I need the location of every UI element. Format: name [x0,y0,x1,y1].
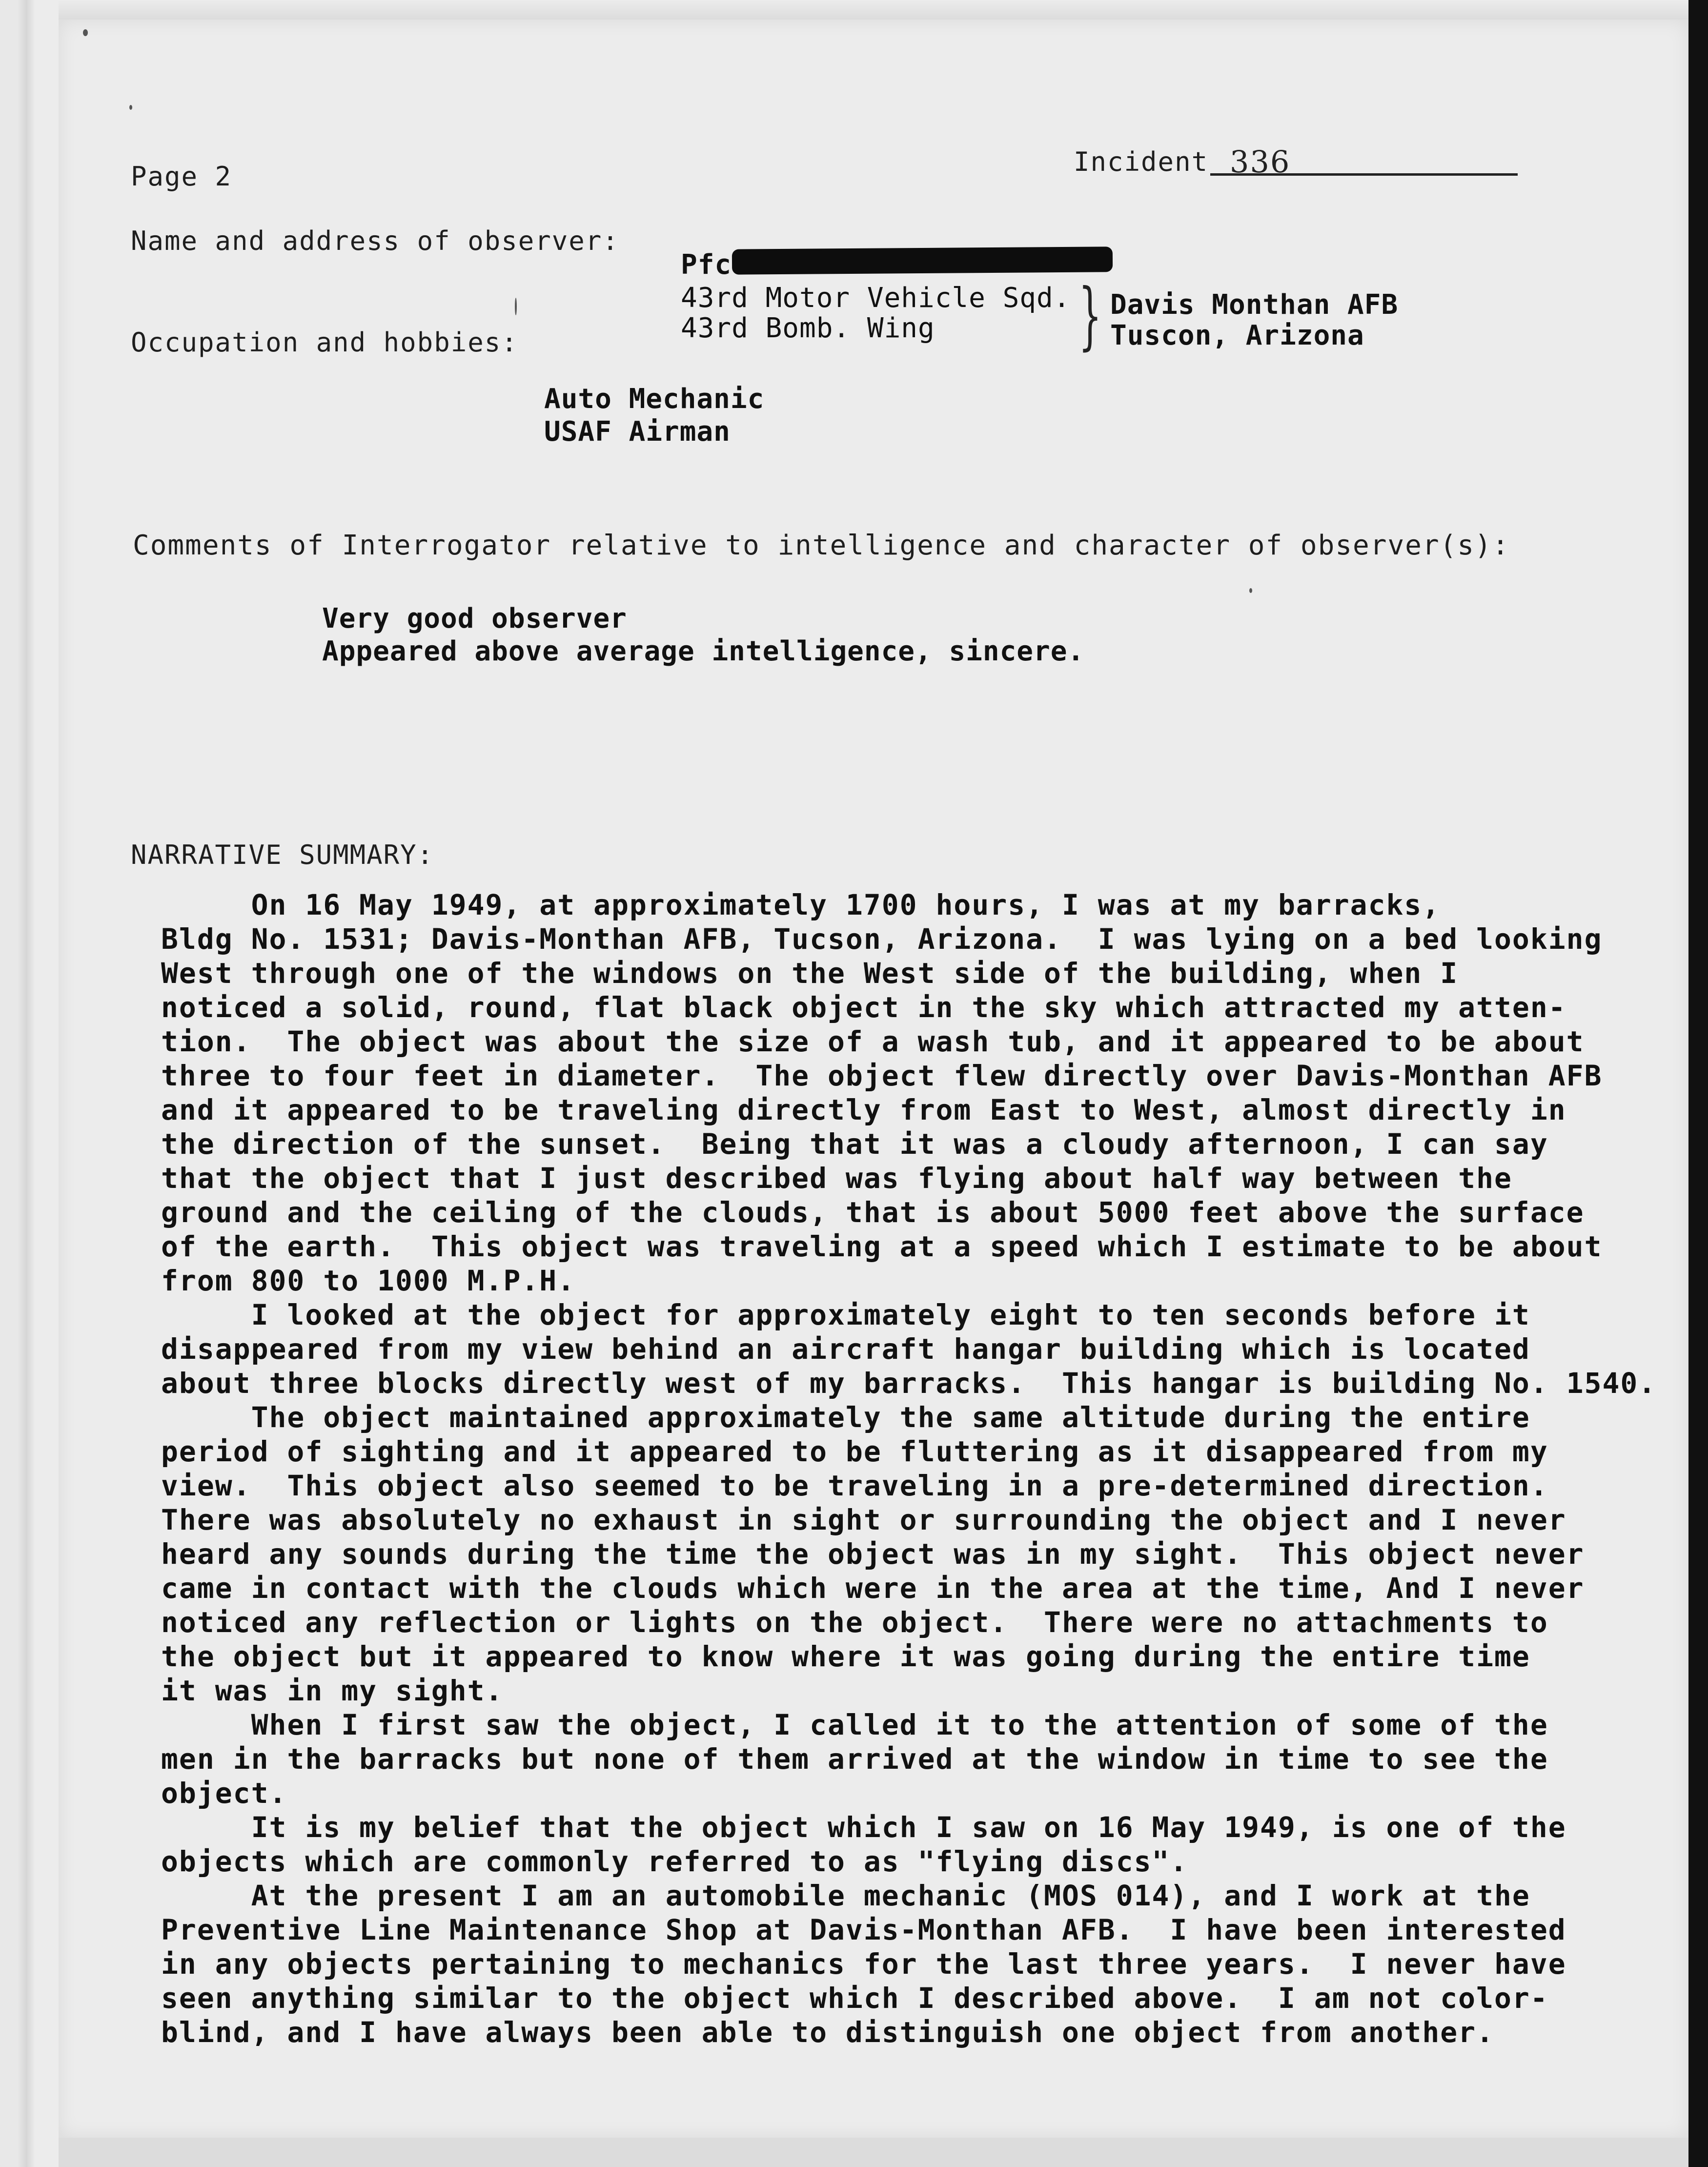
narrative-line: and it appeared to be traveling directly from East to West, almost directly in [161,1093,1566,1126]
observer-base-line-1: Davis Monthan AFB [1110,289,1399,321]
comments-label: Comments of Interrogator relative to intelligence and character of observer(s): [133,530,1510,561]
narrative-line: ground and the ceiling of the clouds, that is about 5000 feet above the surface [161,1196,1585,1229]
narrative-body [161,888,1657,2060]
narrative-line: I looked at the object for approximately eight to ten seconds before it [161,1298,1530,1331]
narrative-line: object. [161,1777,287,1810]
narrative-line: noticed any reflection or lights on the object. There were no attachments to [161,1606,1548,1639]
observer-base-line-2: Tuscon, Arizona [1110,320,1364,351]
observer-unit-line-2: 43rd Bomb. Wing [681,312,935,344]
brace-glyph: } [1078,273,1102,358]
narrative-line: tion. The object was about the size of a wash tub, and it appeared to be about [161,1025,1585,1058]
narrative-line: three to four feet in diameter. The object flew directly over Davis-Monthan AFB [161,1059,1603,1092]
narrative-line: blind, and I have always been able to distinguish one object from another. [161,2016,1495,2049]
narrative-line: Preventive Line Maintenance Shop at Davis-Monthan AFB. I have been interested [161,1913,1566,1946]
narrative-line: West through one of the windows on the West side of the building, when I [161,957,1459,990]
narrative-line: On 16 May 1949, at approximately 1700 hours, I was at my barracks, [161,888,1441,921]
narrative-heading: NARRATIVE SUMMARY: [131,839,434,870]
narrative-line: disappeared from my view behind an aircraft hangar building which is located [161,1332,1530,1366]
narrative-line: period of sighting and it appeared to be fluttering as it disappeared from my [161,1435,1548,1468]
narrative-line: it was in my sight. [161,1674,504,1707]
occupation-value-1: Auto Mechanic [544,383,765,415]
narrative-line: from 800 to 1000 M.P.H. [161,1264,576,1297]
observer-unit-line-1: 43rd Motor Vehicle Sqd. [681,282,1071,314]
narrative-line: noticed a solid, round, flat black object in the sky which attracted my atten- [161,991,1566,1024]
narrative-line: The object maintained approximately the same altitude during the entire [161,1401,1530,1434]
narrative-line: of the earth. This object was traveling at a speed which I estimate to be about [161,1230,1603,1263]
observer-name-label: Name and address of observer: [131,225,619,256]
narrative-line: It is my belief that the object which I saw on 16 May 1949, is one of the [161,1811,1566,1844]
film-margin-right [1688,0,1708,2167]
scan-speck [129,105,132,110]
incident-number: 336 [1230,144,1291,180]
redacted-name [732,246,1113,274]
film-margin-top [59,0,1688,20]
occupation-label: Occupation and hobbies: [131,327,518,358]
observer-rank: Pfc [681,249,732,281]
narrative-line: that the object that I just described was flying about half way between the [161,1162,1512,1195]
film-margin-left [0,0,59,2167]
page-number: Page 2 [131,161,232,192]
narrative-line: the object but it appeared to know where it was going during the entire time [161,1640,1530,1673]
scan-speck [1249,588,1252,593]
narrative-line: came in contact with the clouds which were in the area at the time, And I never [161,1572,1585,1605]
incident-underline [1210,173,1518,176]
narrative-line: heard any sounds during the time the object was in my sight. This object never [161,1537,1585,1571]
narrative-line: men in the barracks but none of them arrived at the window in time to see the [161,1742,1548,1776]
narrative-line: Bldg No. 1531; Davis-Monthan AFB, Tucson, Arizona. I was lying on a bed looking [161,922,1603,956]
occupation-value-2: USAF Airman [544,416,731,448]
incident-label: Incident [1074,146,1209,177]
comments-line-1: Very good observer [322,603,627,634]
narrative-line: in any objects pertaining to mechanics for the last three years. I never have [161,1947,1566,1981]
film-margin-bottom [59,2138,1688,2167]
narrative-line: objects which are commonly referred to as "flying discs". [161,1845,1188,1878]
comments-line-2: Appeared above average intelligence, sincere. [322,635,1085,667]
narrative-line: There was absolutely no exhaust in sight or surrounding the object and I never [161,1503,1566,1536]
scan-speck [83,29,88,36]
narrative-line: about three blocks directly west of my barracks. This hangar is building No. 1540. [161,1367,1657,1400]
narrative-line: seen anything similar to the object which I described above. I am not color- [161,1982,1548,2015]
narrative-line: view. This object also seemed to be traveling in a pre-determined direction. [161,1469,1548,1502]
narrative-line: the direction of the sunset. Being that it was a cloudy afternoon, I can say [161,1127,1548,1161]
narrative-line: At the present I am an automobile mechanic (MOS 014), and I work at the [161,1879,1530,1912]
narrative-line: When I first saw the object, I called it to the attention of some of the [161,1708,1548,1741]
scan-speck [515,298,517,315]
